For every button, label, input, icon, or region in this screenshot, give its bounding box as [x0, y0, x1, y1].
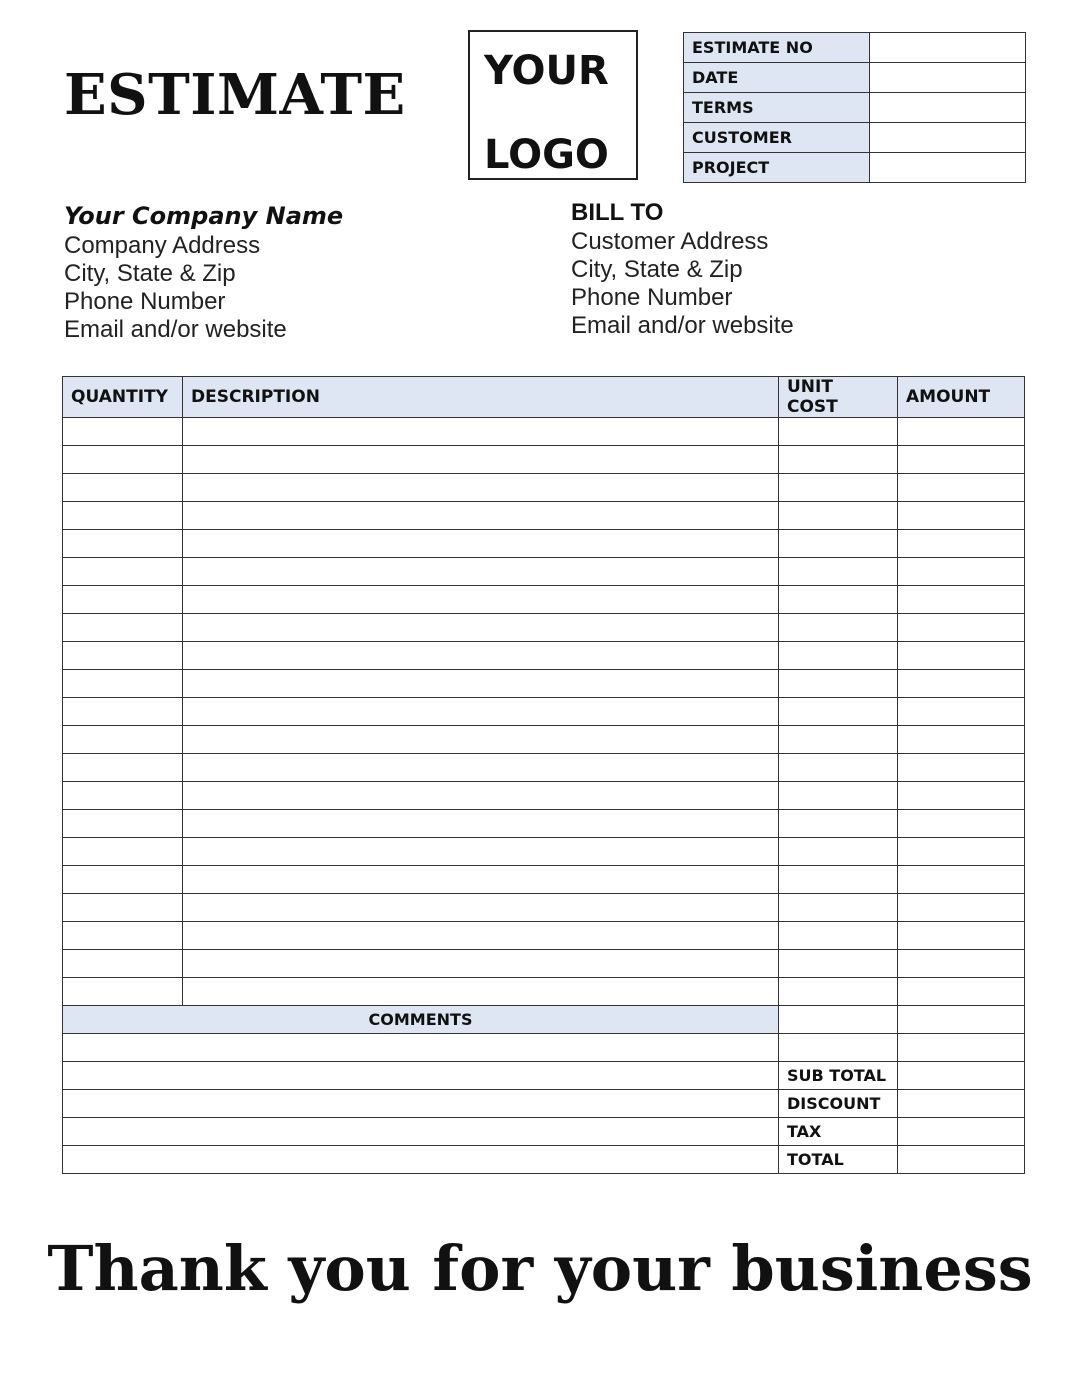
unit-cost-cell[interactable] [779, 838, 898, 866]
comments-field[interactable] [63, 1034, 779, 1062]
unit-cost-cell[interactable] [779, 586, 898, 614]
table-row [63, 950, 1025, 978]
comments-field[interactable] [63, 1118, 779, 1146]
quantity-cell[interactable] [63, 474, 183, 502]
unit-cost-cell[interactable] [779, 922, 898, 950]
table-row [63, 810, 1025, 838]
unit-cost-cell[interactable] [779, 670, 898, 698]
company-phone: Phone Number [64, 288, 226, 315]
quantity-cell[interactable] [63, 726, 183, 754]
unit-cost-cell[interactable] [779, 642, 898, 670]
description-cell[interactable] [183, 586, 779, 614]
table-row [63, 894, 1025, 922]
description-cell[interactable] [183, 726, 779, 754]
estimate-meta-table [683, 32, 1026, 183]
column-header-quantity: QUANTITY [63, 377, 183, 418]
amount-cell[interactable] [898, 978, 1025, 1006]
amount-cell[interactable] [898, 558, 1025, 586]
table-row [63, 978, 1025, 1006]
bill-to-info [571, 198, 794, 340]
line-items-table [62, 376, 1025, 1174]
table-row [63, 642, 1025, 670]
description-cell[interactable] [183, 418, 779, 446]
tax-row [63, 1118, 1025, 1146]
company-address: Company Address [64, 232, 261, 259]
unit-cost-cell[interactable] [779, 1006, 898, 1034]
amount-cell[interactable] [898, 838, 1025, 866]
meta-label: PROJECT [684, 153, 870, 183]
table-row [63, 754, 1025, 782]
comments-field[interactable] [63, 1062, 779, 1090]
customer-city-state-zip: City, State & Zip [571, 256, 743, 283]
table-row [63, 782, 1025, 810]
company-city-state-zip: City, State & Zip [64, 260, 236, 287]
description-cell[interactable] [183, 642, 779, 670]
discount-row [63, 1090, 1025, 1118]
unit-cost-cell[interactable] [779, 1034, 898, 1062]
description-cell[interactable] [183, 614, 779, 642]
table-row [63, 418, 1025, 446]
quantity-cell[interactable] [63, 446, 183, 474]
amount-cell[interactable] [898, 698, 1025, 726]
table-row [63, 726, 1025, 754]
amount-cell[interactable] [898, 894, 1025, 922]
description-cell[interactable] [183, 810, 779, 838]
quantity-cell[interactable] [63, 922, 183, 950]
thank-you-message: Thank you for your business [47, 1232, 1033, 1305]
amount-cell[interactable] [898, 782, 1025, 810]
quantity-cell[interactable] [63, 698, 183, 726]
unit-cost-cell[interactable] [779, 978, 898, 1006]
table-row [63, 614, 1025, 642]
unit-cost-cell[interactable] [779, 782, 898, 810]
company-name: Your Company Name [64, 202, 344, 230]
description-cell[interactable] [183, 446, 779, 474]
comments-field[interactable] [63, 1090, 779, 1118]
meta-row-estimate-no [684, 33, 1026, 63]
customer-phone: Phone Number [571, 284, 733, 311]
amount-cell[interactable] [898, 586, 1025, 614]
customer-email-website: Email and/or website [571, 312, 794, 339]
meta-value-field[interactable] [870, 33, 1026, 63]
unit-cost-cell[interactable] [779, 418, 898, 446]
company-email-website: Email and/or website [64, 316, 287, 343]
description-cell[interactable] [183, 670, 779, 698]
description-cell[interactable] [183, 978, 779, 1006]
quantity-cell[interactable] [63, 642, 183, 670]
column-header-description: DESCRIPTION [183, 377, 779, 418]
description-cell[interactable] [183, 530, 779, 558]
discount-value[interactable] [898, 1090, 1025, 1118]
unit-cost-cell[interactable] [779, 754, 898, 782]
meta-value-field[interactable] [870, 123, 1026, 153]
unit-cost-cell[interactable] [779, 446, 898, 474]
subtotal-row [63, 1062, 1025, 1090]
amount-cell[interactable] [898, 642, 1025, 670]
total-row [63, 1146, 1025, 1174]
table-row [63, 838, 1025, 866]
meta-label: TERMS [684, 93, 870, 123]
quantity-cell[interactable] [63, 894, 183, 922]
unit-cost-cell[interactable] [779, 474, 898, 502]
estimate-title: ESTIMATE [64, 62, 406, 128]
quantity-cell[interactable] [63, 558, 183, 586]
description-cell[interactable] [183, 502, 779, 530]
description-cell[interactable] [183, 922, 779, 950]
amount-cell[interactable] [898, 866, 1025, 894]
quantity-cell[interactable] [63, 418, 183, 446]
description-cell[interactable] [183, 838, 779, 866]
table-row [63, 670, 1025, 698]
amount-cell[interactable] [898, 810, 1025, 838]
bill-to-heading: BILL TO [571, 199, 664, 226]
company-info [64, 202, 343, 344]
unit-cost-cell[interactable] [779, 614, 898, 642]
meta-row-date [684, 63, 1026, 93]
table-row [63, 922, 1025, 950]
amount-cell[interactable] [898, 950, 1025, 978]
quantity-cell[interactable] [63, 782, 183, 810]
description-cell[interactable] [183, 754, 779, 782]
description-cell[interactable] [183, 950, 779, 978]
description-cell[interactable] [183, 698, 779, 726]
description-cell[interactable] [183, 866, 779, 894]
table-row [63, 586, 1025, 614]
quantity-cell[interactable] [63, 810, 183, 838]
quantity-cell[interactable] [63, 614, 183, 642]
meta-label: ESTIMATE NO [684, 33, 870, 63]
description-cell[interactable] [183, 474, 779, 502]
total-value[interactable] [898, 1146, 1025, 1174]
column-header-unit-cost: UNIT COST [779, 377, 898, 418]
meta-value-field[interactable] [870, 153, 1026, 183]
table-row [63, 502, 1025, 530]
subtotal-value[interactable] [898, 1062, 1025, 1090]
quantity-cell[interactable] [63, 530, 183, 558]
meta-row-terms [684, 93, 1026, 123]
amount-cell[interactable] [898, 474, 1025, 502]
comments-header-row [63, 1006, 1025, 1034]
amount-cell[interactable] [898, 502, 1025, 530]
meta-label: DATE [684, 63, 870, 93]
discount-label: DISCOUNT [779, 1090, 898, 1118]
logo-text-line1: YOUR [484, 48, 609, 94]
comments-label: COMMENTS [63, 1006, 779, 1034]
amount-cell[interactable] [898, 922, 1025, 950]
table-row [63, 446, 1025, 474]
amount-cell[interactable] [898, 754, 1025, 782]
unit-cost-cell[interactable] [779, 894, 898, 922]
unit-cost-cell[interactable] [779, 698, 898, 726]
quantity-cell[interactable] [63, 950, 183, 978]
table-row [63, 474, 1025, 502]
logo-text-line2: LOGO [484, 132, 609, 178]
amount-cell[interactable] [898, 614, 1025, 642]
unit-cost-cell[interactable] [779, 726, 898, 754]
quantity-cell[interactable] [63, 754, 183, 782]
column-header-amount: AMOUNT [898, 377, 1025, 418]
comments-field[interactable] [63, 1146, 779, 1174]
subtotal-label: SUB TOTAL [779, 1062, 898, 1090]
amount-cell[interactable] [898, 418, 1025, 446]
comments-row [63, 1034, 1025, 1062]
tax-label: TAX [779, 1118, 898, 1146]
unit-cost-cell[interactable] [779, 866, 898, 894]
items-header-row [63, 377, 1025, 418]
description-cell[interactable] [183, 782, 779, 810]
unit-cost-cell[interactable] [779, 502, 898, 530]
quantity-cell[interactable] [63, 838, 183, 866]
amount-cell[interactable] [898, 1006, 1025, 1034]
meta-row-customer [684, 123, 1026, 153]
tax-value[interactable] [898, 1118, 1025, 1146]
total-label: TOTAL [779, 1146, 898, 1174]
amount-cell[interactable] [898, 446, 1025, 474]
meta-label: CUSTOMER [684, 123, 870, 153]
quantity-cell[interactable] [63, 978, 183, 1006]
amount-cell[interactable] [898, 1034, 1025, 1062]
customer-address: Customer Address [571, 228, 769, 255]
unit-cost-cell[interactable] [779, 810, 898, 838]
table-row [63, 558, 1025, 586]
amount-cell[interactable] [898, 726, 1025, 754]
table-row [63, 530, 1025, 558]
quantity-cell[interactable] [63, 502, 183, 530]
logo-placeholder [468, 30, 638, 180]
table-row [63, 698, 1025, 726]
description-cell[interactable] [183, 894, 779, 922]
table-row [63, 866, 1025, 894]
description-cell[interactable] [183, 558, 779, 586]
comments-totals-section [63, 1006, 1025, 1174]
quantity-cell[interactable] [63, 866, 183, 894]
unit-cost-cell[interactable] [779, 530, 898, 558]
items-body [63, 418, 1025, 1006]
meta-value-field[interactable] [870, 93, 1026, 123]
quantity-cell[interactable] [63, 670, 183, 698]
quantity-cell[interactable] [63, 586, 183, 614]
amount-cell[interactable] [898, 670, 1025, 698]
amount-cell[interactable] [898, 530, 1025, 558]
unit-cost-cell[interactable] [779, 558, 898, 586]
meta-row-project [684, 153, 1026, 183]
unit-cost-cell[interactable] [779, 950, 898, 978]
meta-value-field[interactable] [870, 63, 1026, 93]
